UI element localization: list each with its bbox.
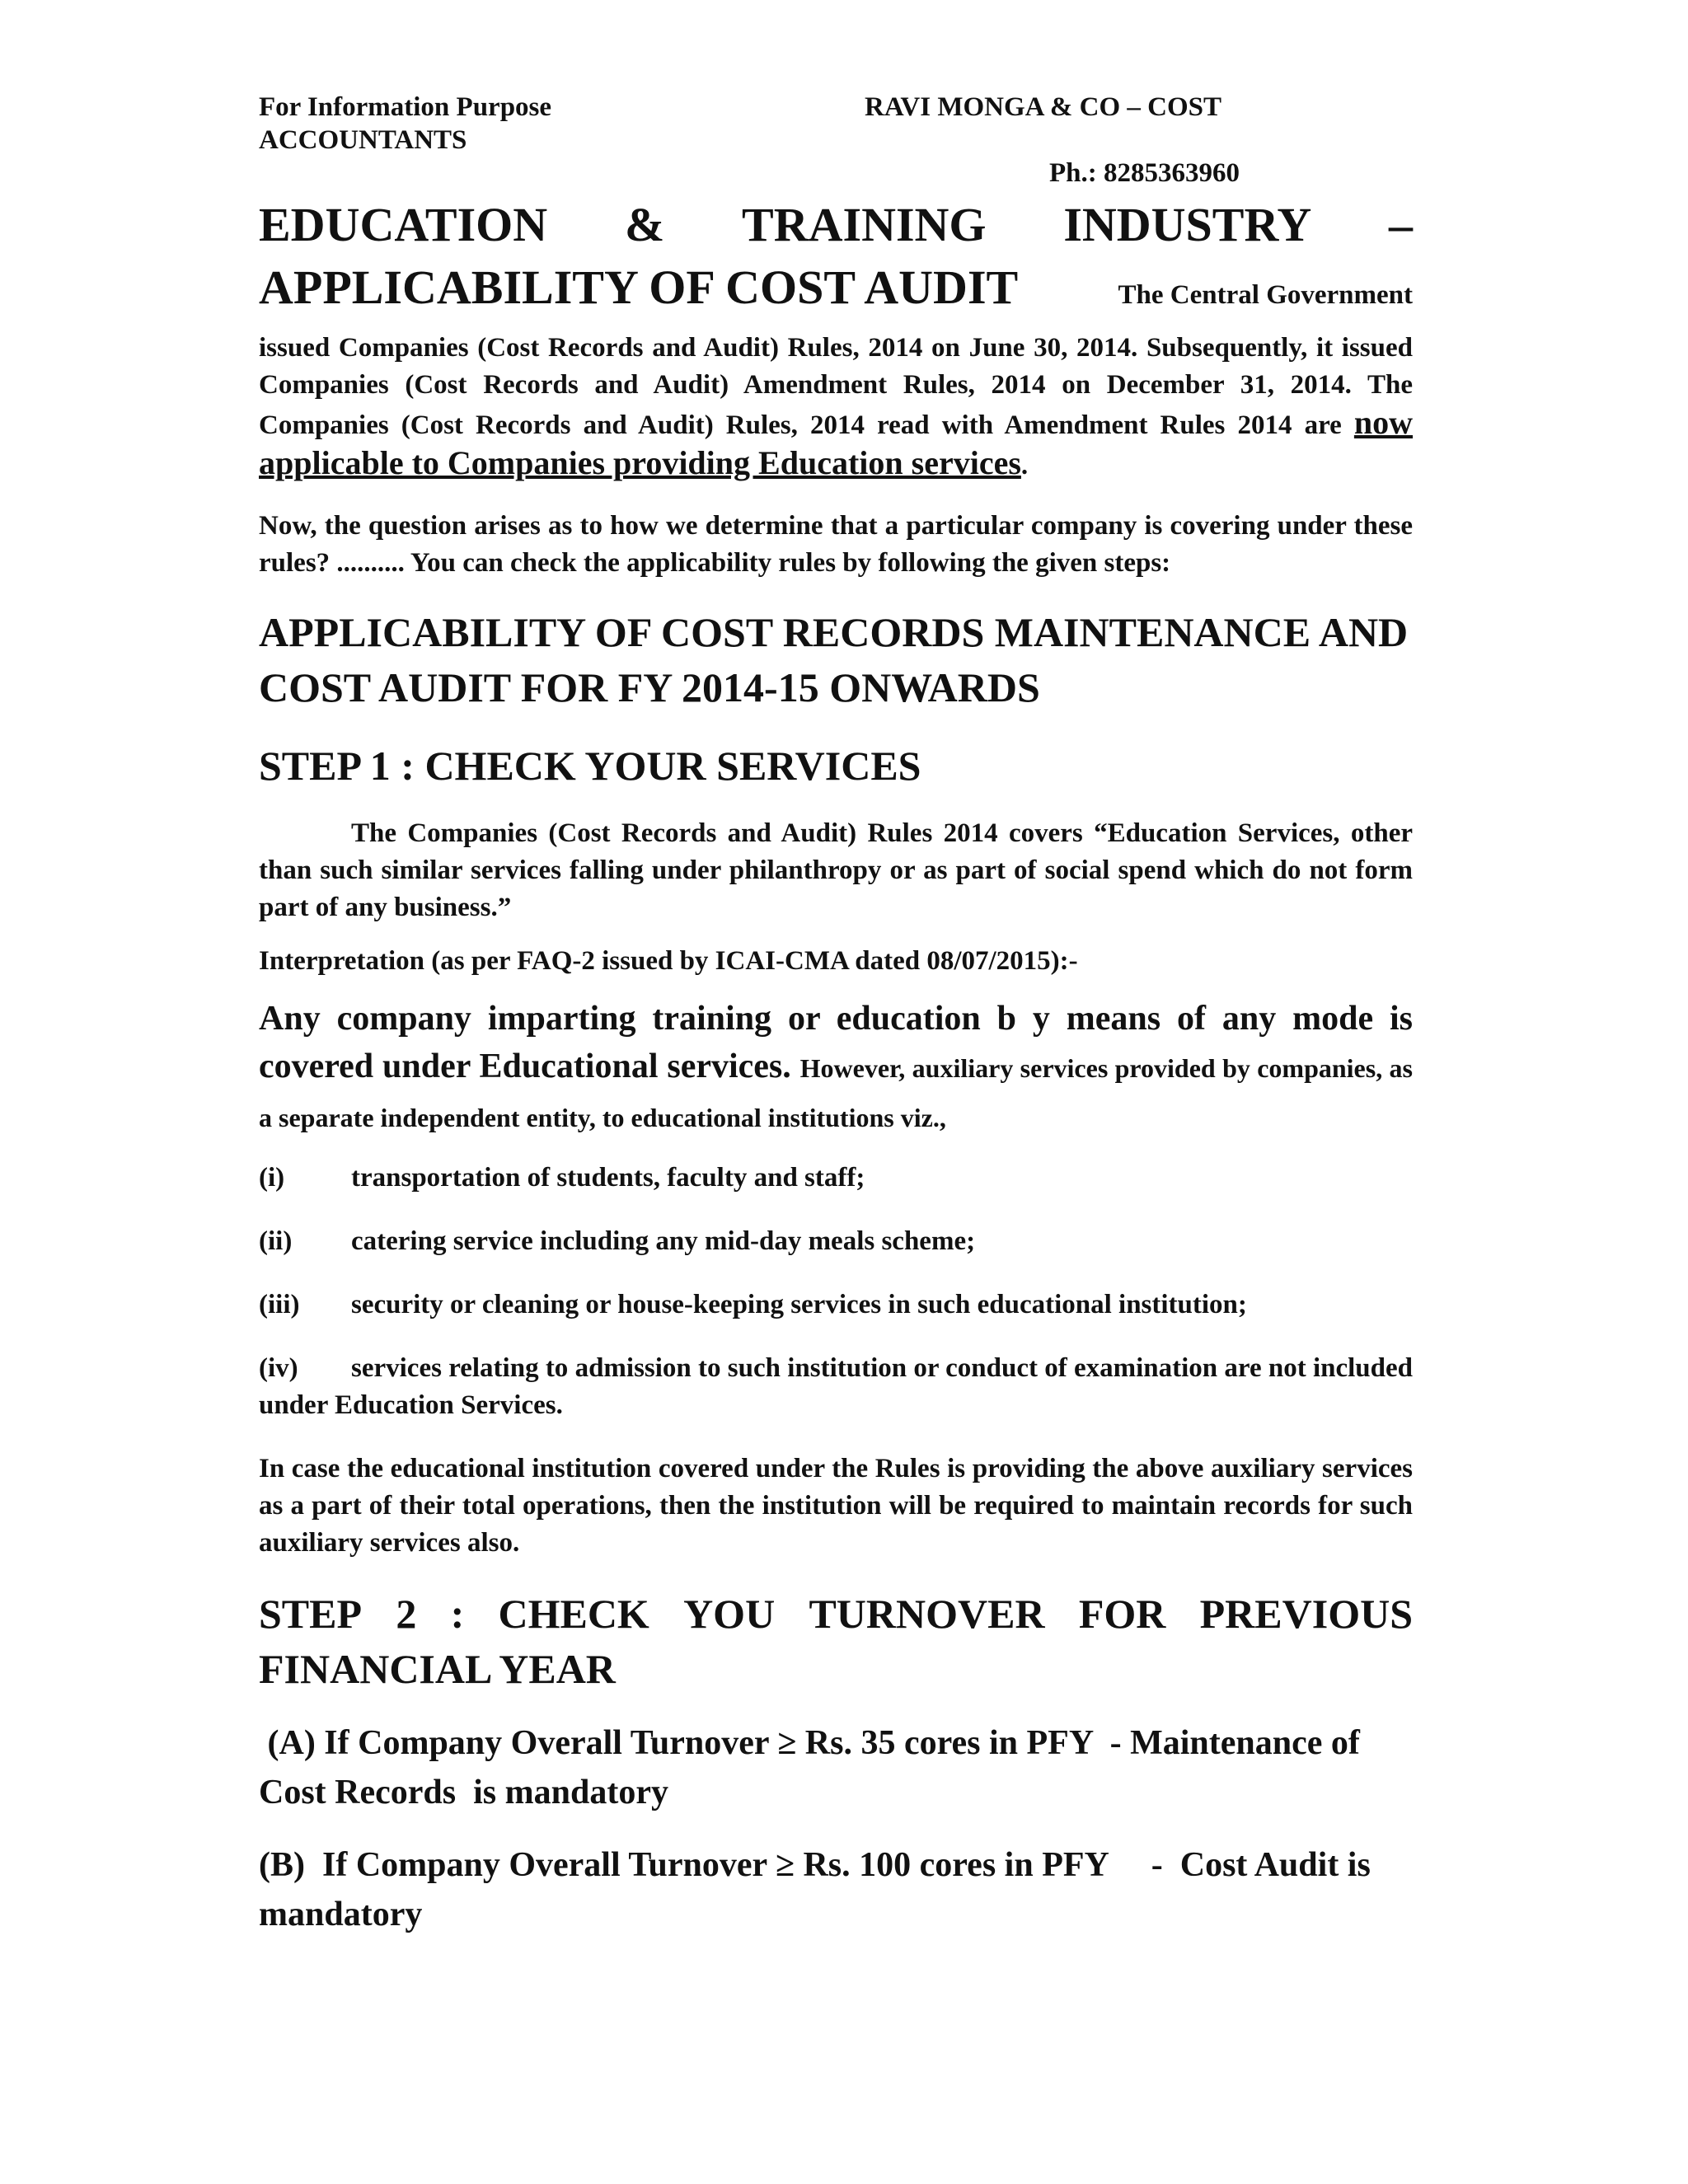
any-company-text: Any company imparting training or education b y means of any mode is covered under Educational services. — [259, 1000, 1413, 1085]
intro-end: . — [1020, 451, 1029, 480]
list-item-text: transportation of students, faculty and staff; — [351, 1163, 865, 1193]
title-line1 — [259, 194, 1413, 256]
header-phone: Ph.: 8285363960 — [1049, 158, 1240, 188]
question-paragraph: Now, the question arises as to how we determine that a particular company is covering under these rules? .......... You can check the applicability rules by following the given steps: — [259, 511, 1413, 578]
document-page — [259, 91, 1413, 1939]
heading-word: YOU — [683, 1591, 776, 1637]
any-company-paragraph — [259, 995, 1413, 1141]
list-item — [259, 1350, 1413, 1424]
heading-word: : — [450, 1591, 465, 1637]
list-item-number: (iv) — [259, 1353, 298, 1383]
intro-emphasis: now applicable to Companies providing Education services — [259, 404, 1414, 481]
list-item-number: (iii) — [259, 1290, 300, 1319]
header-left-line1: For Information Purpose — [259, 92, 552, 122]
step2-heading — [259, 1586, 1413, 1697]
title-word: & — [624, 198, 665, 251]
intro-text: issued Companies (Cost Records and Audit) Rules, 2014 on June 30, 2014. Subsequently, it issued Companies (Cost Records and Audit) Amendment Rules, 2014 on December 31, 2014. The Companies (Cost Records and Audit) Rules, 2014 read with Amendment Rules 2014 are — [259, 333, 1413, 440]
interpretation-line: Interpretation (as per FAQ-2 issued by ICAI-CMA dated 08/07/2015):- — [259, 946, 1078, 976]
list-item-text: catering service including any mid-day meals scheme; — [351, 1226, 976, 1256]
heading-word: TURNOVER — [809, 1591, 1045, 1637]
heading-word: 2 — [396, 1591, 417, 1637]
header-left-line2: ACCOUNTANTS — [259, 125, 467, 155]
heading-word: PREVIOUS — [1199, 1591, 1413, 1637]
step2-heading-line1 — [259, 1586, 1413, 1642]
step2-heading-line2: FINANCIAL YEAR — [259, 1646, 616, 1692]
title-line2-text: APPLICABILITY OF COST AUDIT — [259, 260, 1019, 314]
heading-word: FOR — [1078, 1591, 1166, 1637]
step1-heading: STEP 1 : CHECK YOUR SERVICES — [259, 743, 921, 789]
page-header — [259, 91, 1413, 194]
intro-paragraph — [259, 330, 1413, 485]
title-line2 — [259, 256, 1413, 326]
title-word: INDUSTRY — [1063, 198, 1312, 251]
heading-word: CHECK — [498, 1591, 649, 1637]
list-item-number: (i) — [259, 1163, 285, 1193]
list-item-text: security or cleaning or house-keeping services in such educational institution; — [351, 1290, 1247, 1319]
however-text: However, auxiliary services provided by companies, as a separate independent entity, to educational institutions viz., — [259, 1053, 1413, 1132]
condition-a: (A) If Company Overall Turnover ≥ Rs. 35 cores in PFY - Maintenance of Cost Records is mandatory — [259, 1724, 1369, 1811]
document-title — [259, 194, 1413, 326]
title-word: EDUCATION — [259, 198, 548, 251]
list-item-text: services relating to admission to such institution or conduct of examination are not included under Education Services. — [259, 1353, 1413, 1420]
applicability-heading: APPLICABILITY OF COST RECORDS MAINTENANCE AND COST AUDIT FOR FY 2014-15 ONWARDS — [259, 609, 1409, 710]
heading-word: STEP — [259, 1591, 363, 1637]
rules-coverage-paragraph: The Companies (Cost Records and Audit) Rules 2014 covers “Education Services, other than such similar services falling under philanthropy or as part of social spend which do not form part of any business.” — [259, 818, 1413, 922]
list-item — [259, 1160, 1413, 1197]
title-word: – — [1388, 198, 1413, 251]
in-case-paragraph: In case the educational institution covered under the Rules is providing the above auxiliary services as a part of their total operations, then the institution will be required to maintain records for such auxiliary services also. — [259, 1454, 1413, 1558]
header-firm-name: RAVI MONGA & CO – COST — [865, 92, 1222, 122]
list-item — [259, 1286, 1413, 1324]
title-line2-tail: The Central Government — [1118, 280, 1413, 310]
list-item-number: (ii) — [259, 1226, 293, 1256]
condition-b: (B) If Company Overall Turnover ≥ Rs. 100 cores in PFY - Cost Audit is mandatory — [259, 1846, 1380, 1933]
title-word: TRAINING — [742, 198, 987, 251]
list-item — [259, 1223, 1413, 1260]
